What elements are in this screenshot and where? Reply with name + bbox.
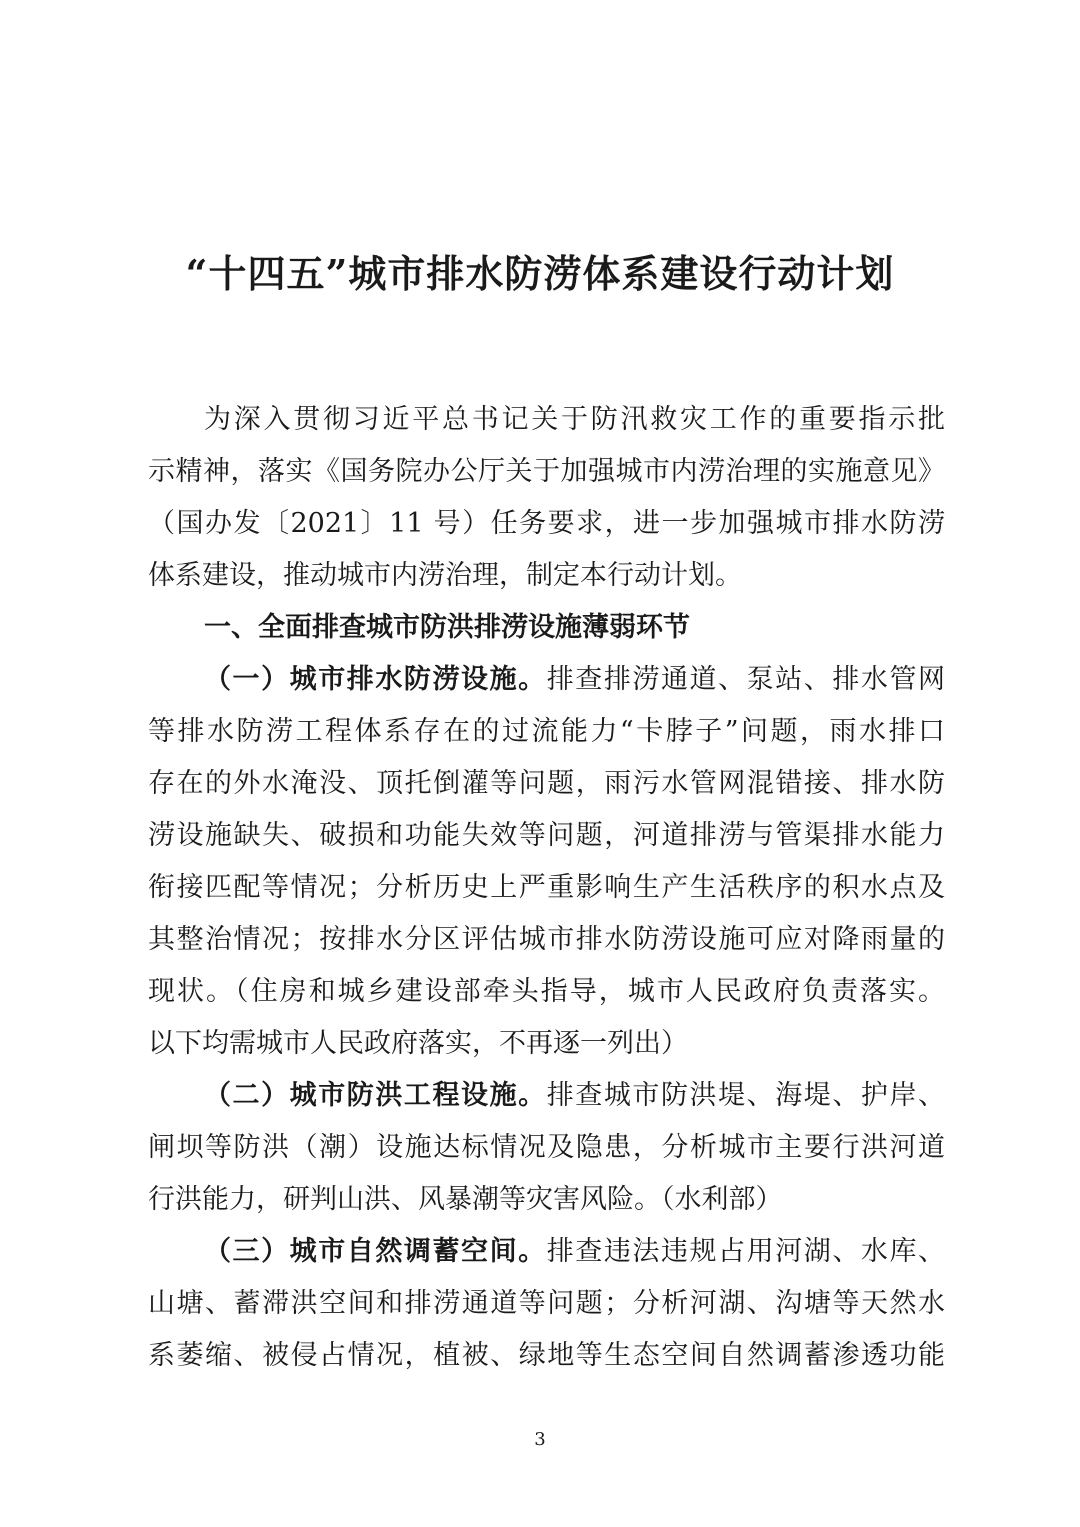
body-line: 行洪能力，研判山洪、风暴潮等灾害风险。（水利部） (148, 1184, 783, 1215)
body-line: 现状。（住房和城乡建设部牵头指导，城市人民政府负责落实。 (148, 976, 945, 1007)
body-line: 山塘、蓄滞洪空间和排涝通道等问题；分析河湖、沟塘等天然水 (148, 1288, 945, 1319)
item-text: 排查城市防洪堤、海堤、护岸、 (546, 1080, 946, 1111)
body-line: 涝设施缺失、破损和功能失效等问题，河道排涝与管渠排水能力 (148, 820, 945, 851)
body-line: 以下均需城市人民政府落实，不再逐一列出） (148, 1028, 688, 1059)
item-text: 排查违法违规占用河湖、水库、 (546, 1236, 946, 1267)
section-heading: 一、全面排查城市防洪排涝设施薄弱环节 (204, 612, 690, 643)
item-label: （二）城市防洪工程设施。 (204, 1080, 547, 1111)
item-first-line (204, 1070, 945, 1122)
intro-line: （国办发〔2021〕11 号）任务要求，进一步加强城市排水防涝 (148, 508, 945, 539)
intro-line: 为深入贯彻习近平总书记关于防汛救灾工作的重要指示批 (204, 404, 945, 435)
body-line: 存在的外水淹没、顶托倒灌等问题，雨污水管网混错接、排水防 (148, 768, 945, 799)
item-text: 排查排涝通道、泵站、排水管网 (546, 664, 946, 695)
document-title: “十四五”城市排水防涝体系建设行动计划 (185, 251, 895, 296)
item-first-line (204, 654, 945, 706)
intro-line: 示精神，落实《国务院办公厅关于加强城市内涝治理的实施意见》 (148, 456, 945, 487)
item-first-line (204, 1226, 945, 1278)
body-line: 系萎缩、被侵占情况，植被、绿地等生态空间自然调蓄渗透功能 (148, 1340, 945, 1371)
body-line: 衔接匹配等情况；分析历史上严重影响生产生活秩序的积水点及 (148, 872, 945, 903)
item-label: （一）城市排水防涝设施。 (204, 664, 547, 695)
body-line: 其整治情况；按排水分区评估城市排水防涝设施可应对降雨量的 (148, 924, 945, 955)
body-line: 等排水防涝工程体系存在的过流能力“卡脖子”问题，雨水排口 (148, 716, 945, 747)
intro-line: 体系建设，推动城市内涝治理，制定本行动计划。 (148, 560, 742, 591)
item-label: （三）城市自然调蓄空间。 (204, 1236, 547, 1267)
page-number: 3 (534, 1429, 546, 1450)
body-line: 闸坝等防洪（潮）设施达标情况及隐患，分析城市主要行洪河道 (148, 1132, 945, 1163)
